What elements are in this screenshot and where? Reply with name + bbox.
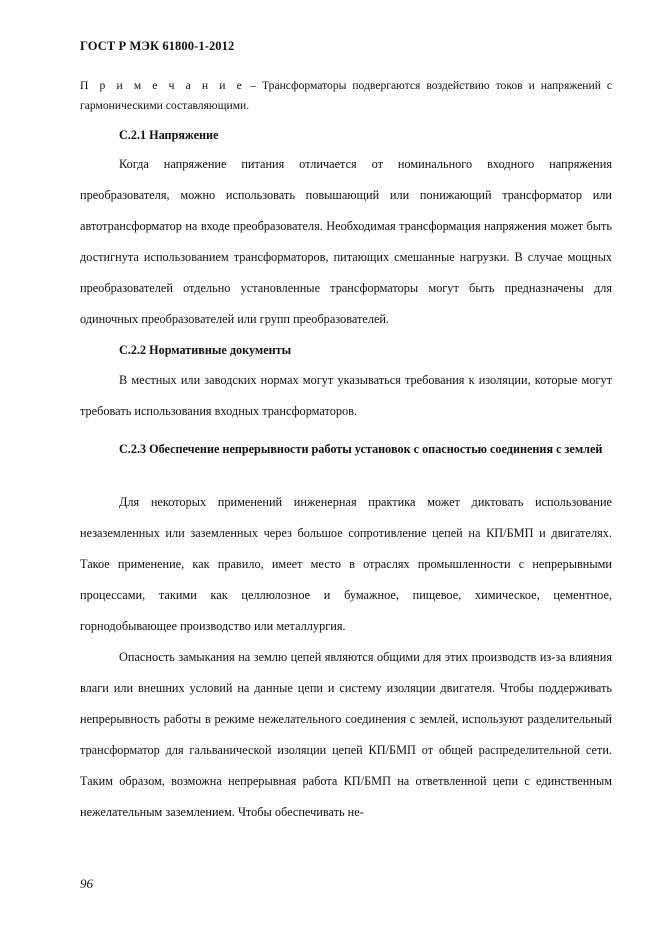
- page-number: 96: [80, 876, 93, 891]
- paragraph-c22: В местных или заводских нормах могут указываться требования к изоляции, которые могут требовать использования входных трансформаторов.: [80, 373, 612, 418]
- document-header: ГОСТ Р МЭК 61800-1-2012: [80, 39, 235, 53]
- paragraph-c23-1: Для некоторых применений инженерная практика может диктовать использование незаземленных или заземленных через большое сопротивление цепей на КП/БМП и двигателях. Такое применение, как правило, имеет место в отраслях промышленности с непрерывными процессами, такими как целлюлозное и бумажное, пищевое, химическое, цементное, горнодобывающее производство или металлургия.: [80, 495, 612, 633]
- note: [80, 76, 612, 116]
- section-heading-c22: С.2.2 Нормативные документы: [119, 343, 292, 357]
- note-text: – Трансформаторы подвергаются воздействию токов и напряжений с гармоническими составляющими.: [80, 79, 612, 112]
- note-label: П р и м е ч а н и е: [80, 79, 245, 92]
- paragraph-c23-2: Опасность замыкания на землю цепей являются общими для этих производств из-за влияния влаги или внешних условий на данные цепи и систему изоляции двигателя. Чтобы поддерживать непрерывность работы в режиме нежелательного соединения с землей, используют разделительный трансформатор для гальванической изоляции цепей КП/БМП от общей распределительной сети. Таким образом, возможна непрерывная работа КП/БМП на ответвленной цепи с единственным нежелательным заземлением. Чтобы обеспечивать не-: [80, 650, 612, 819]
- paragraph-c21: Когда напряжение питания отличается от номинального входного напряжения преобразователя, можно использовать повышающий или понижающий трансформатор или автотрансформатор на входе преобразователя. Необходимая трансформация напряжения может быть достигнута использованием трансформаторов, питающих смешанные нагрузки. В случае мощных преобразователей отдельно установленные трансформаторы могут быть предназначены для одиночных преобразователей или групп преобразователей.: [80, 157, 612, 326]
- section-heading-c23: С.2.3 Обеспечение непрерывности работы установок с опасностью соединения с землей: [119, 442, 603, 456]
- section-heading-c21: С.2.1 Напряжение: [119, 128, 219, 142]
